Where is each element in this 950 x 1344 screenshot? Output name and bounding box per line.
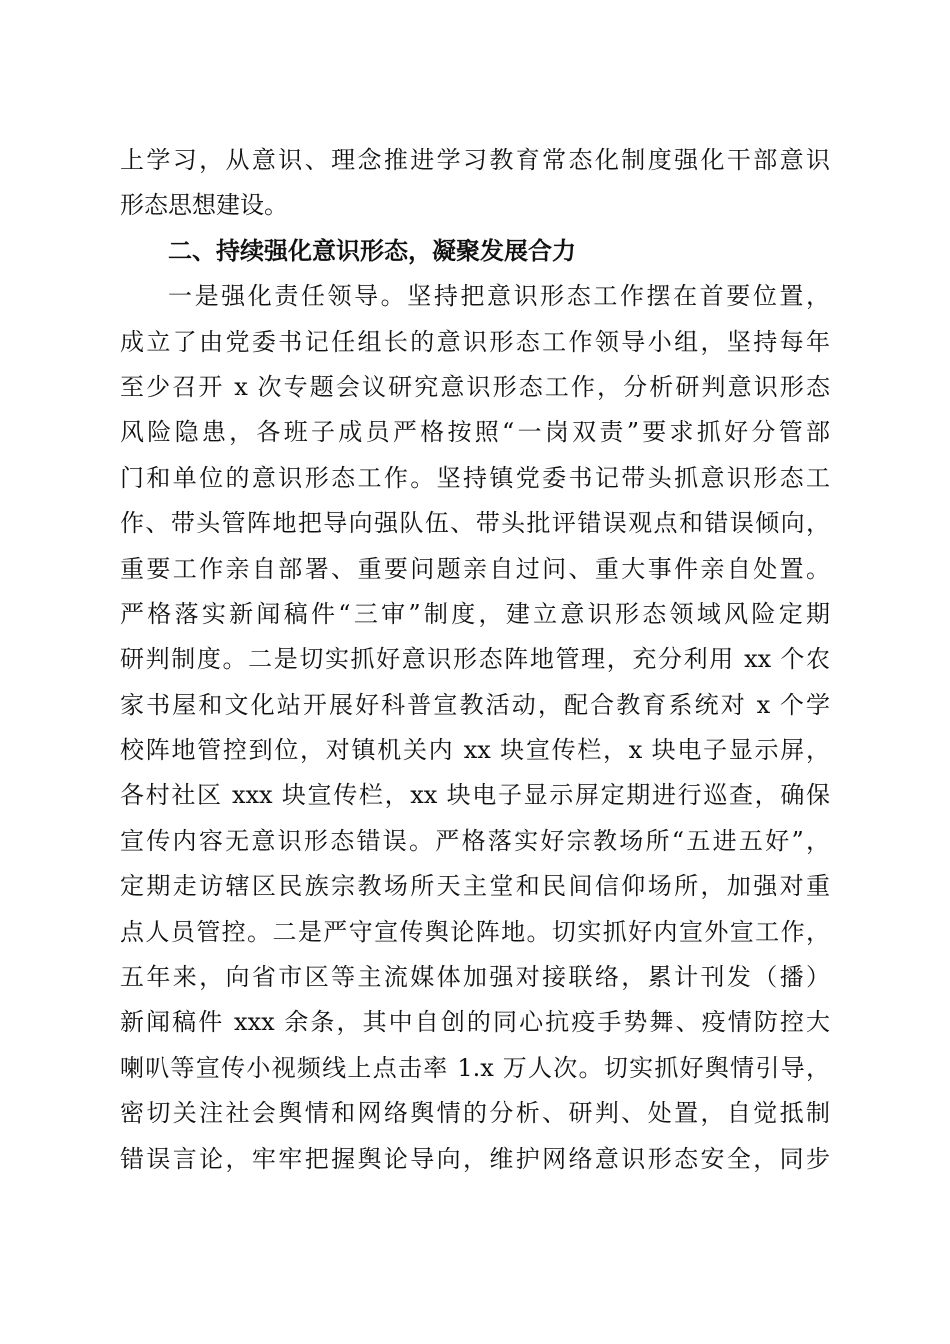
- document-body: [120, 138, 830, 1182]
- body-line: 研判制度。二是切实抓好意识形态阵地管理，充分利用 xx 个农: [120, 645, 830, 674]
- body-line: 门和单位的意识形态工作。坚持镇党委书记带头抓意识形态工: [120, 463, 830, 492]
- body-line: 一是强化责任领导。坚持把意识形态工作摆在首要位置，: [168, 282, 830, 311]
- body-line: 成立了由党委书记任组长的意识形态工作领导小组，坚持每年: [120, 327, 830, 356]
- body-line: 严格落实新闻稿件“三审”制度，建立意识形态领域风险定期: [120, 599, 830, 628]
- body-line: 定期走访辖区民族宗教场所天主堂和民间信仰场所，加强对重: [120, 872, 830, 901]
- body-line: 宣传内容无意识形态错误。严格落实好宗教场所“五进五好”，: [120, 826, 830, 855]
- body-line: 重要工作亲自部署、重要问题亲自过问、重大事件亲自处置。: [120, 554, 830, 583]
- body-line: 新闻稿件 xxx 余条，其中自创的同心抗疫手势舞、疫情防控大: [120, 1008, 830, 1037]
- body-line: 上学习，从意识、理念推进学习教育常态化制度强化干部意识: [120, 146, 830, 174]
- body-line: 五年来，向省市区等主流媒体加强对接联络，累计刊发（播）: [120, 963, 830, 992]
- body-line: 风险隐患，各班子成员严格按照“一岗双责”要求抓好分管部: [120, 418, 830, 447]
- body-line: 至少召开 x 次专题会议研究意识形态工作，分析研判意识形态: [120, 372, 830, 401]
- body-line: 密切关注社会舆情和网络舆情的分析、研判、处置，自觉抵制: [120, 1099, 830, 1128]
- body-line: 点人员管控。二是严守宣传舆论阵地。切实抓好内宣外宣工作，: [120, 917, 830, 946]
- body-line: 形态思想建设。: [120, 191, 288, 220]
- body-line: 家书屋和文化站开展好科普宣教活动，配合教育系统对 x 个学: [120, 690, 830, 719]
- body-line: 校阵地管控到位，对镇机关内 xx 块宣传栏，x 块电子显示屏，: [120, 736, 830, 765]
- body-line: 各村社区 xxx 块宣传栏，xx 块电子显示屏定期进行巡查，确保: [120, 781, 830, 810]
- section-heading: 二、持续强化意识形态，凝聚发展合力: [168, 236, 576, 265]
- body-line: 喇叭等宣传小视频线上点击率 1.x 万人次。切实抓好舆情引导，: [120, 1053, 830, 1082]
- body-line: 作、带头管阵地把导向强队伍、带头批评错误观点和错误倾向，: [120, 509, 830, 538]
- body-line: 错误言论，牢牢把握舆论导向，维护网络意识形态安全，同步: [120, 1144, 830, 1173]
